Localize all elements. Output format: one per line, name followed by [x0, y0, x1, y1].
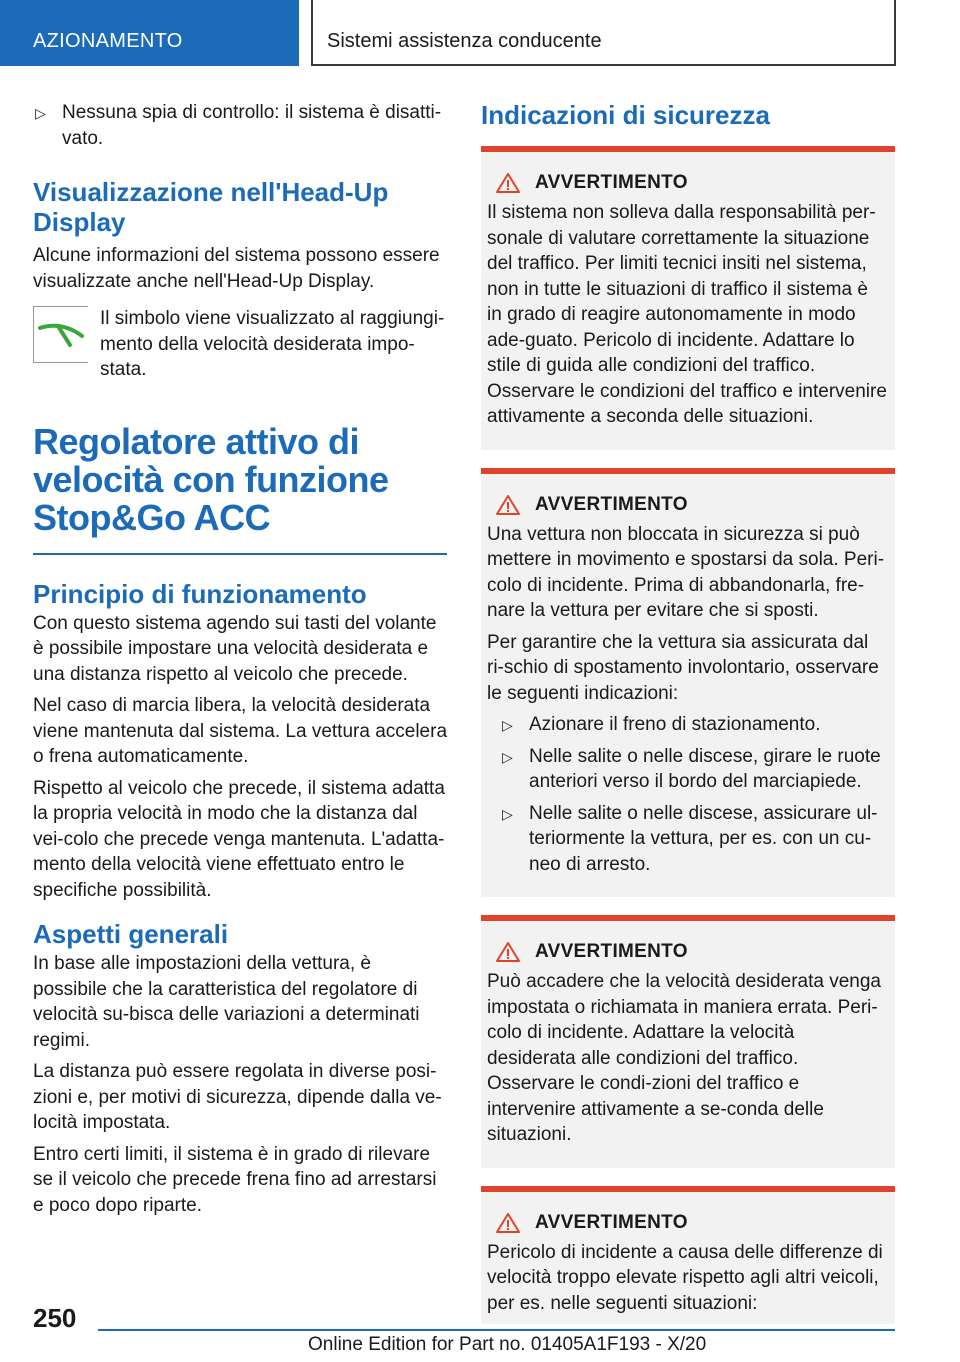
general-heading: Aspetti generali: [33, 919, 229, 949]
hud-symbol-text: Il simbolo viene visualizzato al raggiungi-mento della velocità desiderata impo-stata.: [100, 308, 445, 380]
warning-triangle-icon: [495, 941, 521, 963]
principle-paragraph: Rispetto al veicolo che precede, il sistema adatta la propria velocità in modo che la distanza dal vei-colo che precede venga mantenuta. L'adatta-mento della velocità viene effettuato entro le specifiche possibilità.: [33, 777, 445, 901]
right-column: [481, 100, 895, 1324]
triangle-right-outline-icon: ▷: [502, 805, 513, 822]
hud-text: Alcune informazioni del sistema possono essere visualizzate anche nell'Head-Up Display.: [33, 245, 440, 292]
principle-paragraph: Con questo sistema agendo sui tasti del volante è possibile impostare una velocità desiderata e una distanza rispetto al veicolo che precede.: [33, 612, 437, 685]
warning-text: Per garantire che la vettura sia assicurata dal ri-schio di spostamento involontario, osservare le seguenti indicazioni:: [487, 631, 879, 704]
warning-box: [481, 146, 895, 450]
section-title: AZIONAMENTO: [33, 30, 183, 52]
chapter-title: Sistemi assistenza conducente: [327, 30, 602, 52]
safety-heading: Indicazioni di sicurezza: [481, 100, 770, 130]
hud-symbol-row: [33, 306, 447, 383]
left-column: [33, 100, 447, 1224]
principle-paragraph: Nel caso di marcia libera, la velocità desiderata viene mantenuta dal sistema. La vettura accelera o frena automaticamente.: [33, 695, 448, 767]
list-item: ▷ Nelle salite o nelle discese, assicurare ul-teriormente la vettura, per es. con un cu-neo di arresto.: [502, 802, 878, 875]
warning-box: [481, 1186, 895, 1325]
warning-triangle-icon: [495, 494, 521, 516]
footer-divider: [98, 1329, 895, 1331]
green-speed-reached-icon: [33, 306, 88, 363]
heading-divider: [33, 553, 447, 555]
warning-title: AVVERTIMENTO: [495, 494, 887, 516]
principle-heading: Principio di funzionamento: [33, 578, 367, 609]
warning-text: Una vettura non bloccata in sicurezza si può mettere in movimento e spostarsi da sola. Peri-colo di incidente. Prima di abbandonarla, fre-nare la vettura per evitare che si sposti.: [487, 523, 885, 621]
general-paragraph: La distanza può essere regolata in diverse posi-zioni e, per motivi di sicurezza, dipende dalla ve-locità impostata.: [33, 1061, 442, 1133]
warning-title: AVVERTIMENTO: [495, 1212, 887, 1234]
bullet-text: Nessuna spia di controllo: il sistema è disatti-vato.: [62, 102, 442, 149]
warning-text: Il sistema non solleva dalla responsabilità per-sonale di valutare correttamente la situazione del traffico. Per limiti tecnici insiti nel sistema, non in tutte le situazioni di traffico il sistema è in grado di reagire autonomamente in modo ade-guato. Pericolo di incidente. Adattare lo stile di guida alle condizioni del traffico. Osservare le condizioni del traffico e intervenire attivamente a seconda delle situazioni.: [487, 202, 887, 427]
general-paragraph: In base alle impostazioni della vettura, è possibile che la caratteristica del regolatore di velocità su-bisca delle variazioni a determinati regimi.: [33, 953, 420, 1051]
general-paragraph: Entro certi limiti, il sistema è in grado di rilevare se il veicolo che precede frena fino ad arrestarsi e poco dopo riparte.: [33, 1143, 437, 1216]
list-item: ▷ Nelle salite o nelle discese, girare le ruote anteriori verso il bordo del marciapiede.: [502, 745, 881, 792]
chapter-tab: [311, 0, 896, 66]
list-item: ▷ Azionare il freno di stazionamento.: [500, 712, 887, 738]
warning-triangle-icon: [495, 172, 521, 194]
warning-text: Pericolo di incidente a causa delle differenze di velocità troppo elevate rispetto agli altri veicoli, per es. nelle seguenti situazioni:: [487, 1241, 883, 1314]
edition-note: Online Edition for Part no. 01405A1F193 - X/20: [308, 1334, 707, 1355]
list-item: [33, 100, 447, 151]
warning-title: AVVERTIMENTO: [495, 941, 887, 963]
section-tab: [0, 0, 299, 66]
warning-triangle-icon: [495, 1212, 521, 1234]
main-heading: Regolatore attivo di velocità con funzione Stop&Go ACC: [33, 420, 389, 538]
page-number: 250: [33, 1303, 77, 1333]
warning-box: [481, 915, 895, 1168]
triangle-right-outline-icon: ▷: [502, 748, 513, 765]
warning-box: [481, 468, 895, 898]
triangle-right-outline-icon: ▷: [502, 717, 513, 733]
triangle-right-outline-icon: ▷: [35, 105, 46, 121]
warning-text: Può accadere che la velocità desiderata venga impostata o richiamata in maniera errata. Peri-colo di incidente. Adattare la velocità desiderata alle condizioni del traffico. Osservare le condi-zioni del traffico e intervenire attivamente a se-conda delle situazioni.: [487, 971, 881, 1145]
warning-title: AVVERTIMENTO: [495, 172, 887, 194]
hud-heading: Visualizzazione nell'Head-Up Display: [33, 177, 389, 237]
